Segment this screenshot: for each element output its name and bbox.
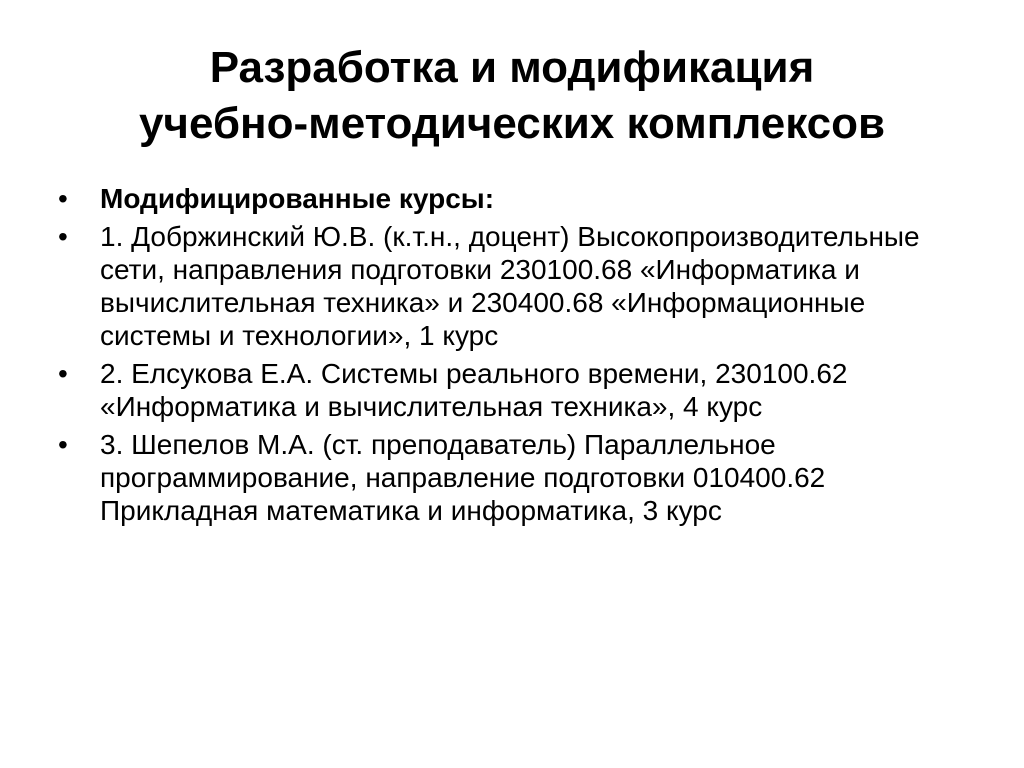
bullet-marker: • xyxy=(58,221,68,252)
bullet-text-course-2: 2. Елсукова Е.А. Системы реального времени, 230100.62 «Информатика и вычислительная техника», 4 курс xyxy=(100,358,848,422)
title-line-1: Разработка и модификация xyxy=(209,43,815,92)
slide-title xyxy=(40,40,984,152)
bullet-text-course-1: 1. Добржинский Ю.В. (к.т.н., доцент) Высокопроизводительные сети, направления подготовки 230100.68 «Информатика и вычислительная техника» и 230400.68 «Информационные системы и технологии», 1 курс xyxy=(100,221,920,351)
bullet-marker: • xyxy=(58,358,68,389)
bullet-item-modified-courses xyxy=(58,182,978,215)
bullet-marker: • xyxy=(58,183,68,214)
bullet-item-course-1 xyxy=(58,220,978,352)
bullet-item-course-3 xyxy=(58,428,978,527)
bullet-list xyxy=(58,182,978,532)
bullet-text-course-3: 3. Шепелов М.А. (ст. преподаватель) Параллельное программирование, направление подготовки 010400.62 Прикладная математика и информатика, 3 курс xyxy=(100,429,826,526)
title-line-2: учебно-методических комплексов xyxy=(138,99,886,148)
bullet-text-modified-courses: Модифицированные курсы: xyxy=(100,183,495,214)
bullet-marker: • xyxy=(58,429,68,460)
bullet-item-course-2 xyxy=(58,357,978,423)
